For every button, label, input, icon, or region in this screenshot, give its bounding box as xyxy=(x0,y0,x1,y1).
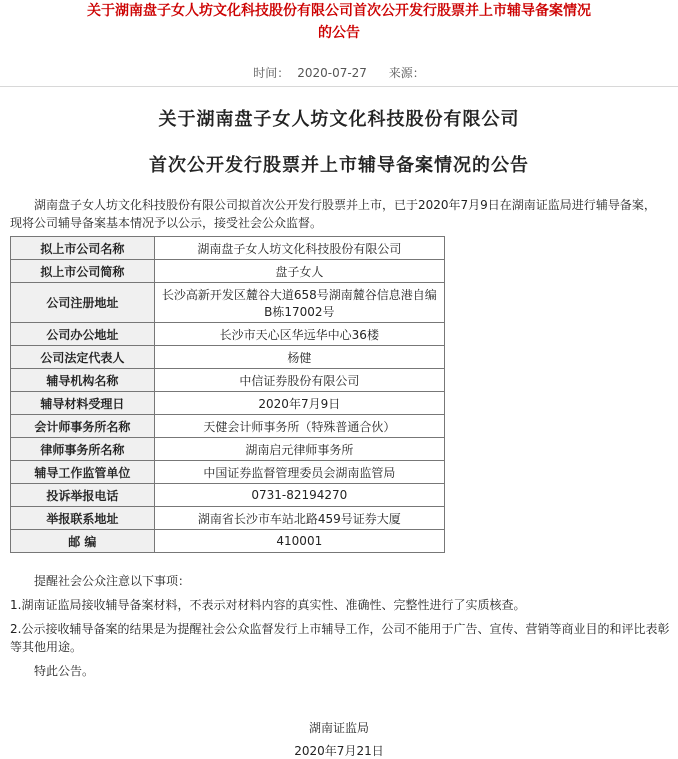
closing-statement: 特此公告。 xyxy=(34,664,95,678)
field-label: 举报联系地址 xyxy=(11,507,155,530)
field-value: 盘子女人 xyxy=(154,260,444,283)
field-value: 长沙高新开发区麓谷大道658号湖南麓谷信息港自编B栋17002号 xyxy=(154,283,444,323)
document-title xyxy=(0,104,678,182)
table-row xyxy=(11,346,445,369)
field-value: 天健会计师事务所（特殊普通合伙） xyxy=(154,415,444,438)
field-value: 2020年7月9日 xyxy=(154,392,444,415)
field-label: 律师事务所名称 xyxy=(11,438,155,461)
field-value: 湖南启元律师事务所 xyxy=(154,438,444,461)
field-label: 公司法定代表人 xyxy=(11,346,155,369)
field-label: 会计师事务所名称 xyxy=(11,415,155,438)
table-row xyxy=(11,438,445,461)
field-label: 拟上市公司名称 xyxy=(11,237,155,260)
field-value: 湖南盘子女人坊文化科技股份有限公司 xyxy=(154,237,444,260)
document-title-line2: 首次公开发行股票并上市辅导备案情况的公告 xyxy=(149,155,529,176)
field-value: 中国证券监督管理委员会湖南监管局 xyxy=(154,461,444,484)
table-row xyxy=(11,283,445,323)
time-value: 2020-07-27 xyxy=(297,66,367,80)
notice-section xyxy=(10,572,670,680)
field-label: 投诉举报电话 xyxy=(11,484,155,507)
field-label: 辅导机构名称 xyxy=(11,369,155,392)
table-row xyxy=(11,484,445,507)
article-headline xyxy=(0,0,678,44)
signature-date: 2020年7月21日 xyxy=(294,744,384,758)
table-row xyxy=(11,260,445,283)
article-headline-line2: 的公告 xyxy=(318,25,360,41)
notice-heading: 提醒社会公众注意以下事项： xyxy=(34,574,191,588)
table-row xyxy=(11,415,445,438)
field-label: 拟上市公司简称 xyxy=(11,260,155,283)
article-headline-line1: 关于湖南盘子女人坊文化科技股份有限公司首次公开发行股票并上市辅导备案情况 xyxy=(87,3,591,19)
field-label: 辅导材料受理日 xyxy=(11,392,155,415)
signature-org: 湖南证监局 xyxy=(308,721,369,735)
intro-paragraph: 湖南盘子女人坊文化科技股份有限公司拟首次公开发行股票并上市，已于2020年7月9日在湖南证监局进行辅导备案，现将公司辅导备案基本情况予以公示，接受社会公众监督。 xyxy=(10,198,656,230)
field-label: 辅导工作监管单位 xyxy=(11,461,155,484)
notice-item-2: 2.公示接收辅导备案的结果是为提醒社会公众监督发行上市辅导工作，公司不能用于广告、宣传、营销等商业目的和评比表彰等其他用途。 xyxy=(10,622,670,654)
table-row xyxy=(11,530,445,553)
table-row xyxy=(11,461,445,484)
field-value: 杨健 xyxy=(154,346,444,369)
table-row xyxy=(11,507,445,530)
field-value: 0731-82194270 xyxy=(154,484,444,507)
notice-item-1: 1.湖南证监局接收辅导备案材料，不表示对材料内容的真实性、准确性、完整性进行了实质核查。 xyxy=(10,598,526,612)
table-row xyxy=(11,369,445,392)
field-value: 410001 xyxy=(154,530,444,553)
source-label: 来源： xyxy=(388,66,425,80)
filing-info-table xyxy=(10,236,445,553)
time-label: 时间： xyxy=(253,66,290,80)
table-row xyxy=(11,392,445,415)
article-meta xyxy=(0,64,678,81)
table-row xyxy=(11,237,445,260)
divider xyxy=(0,86,678,87)
document-title-line1: 关于湖南盘子女人坊文化科技股份有限公司 xyxy=(158,109,520,130)
field-value: 中信证券股份有限公司 xyxy=(154,369,444,392)
field-value: 湖南省长沙市车站北路459号证券大厦 xyxy=(154,507,444,530)
field-label: 公司办公地址 xyxy=(11,323,155,346)
field-label: 公司注册地址 xyxy=(11,283,155,323)
table-row xyxy=(11,323,445,346)
field-value: 长沙市天心区华远华中心36楼 xyxy=(154,323,444,346)
field-label: 邮 编 xyxy=(11,530,155,553)
